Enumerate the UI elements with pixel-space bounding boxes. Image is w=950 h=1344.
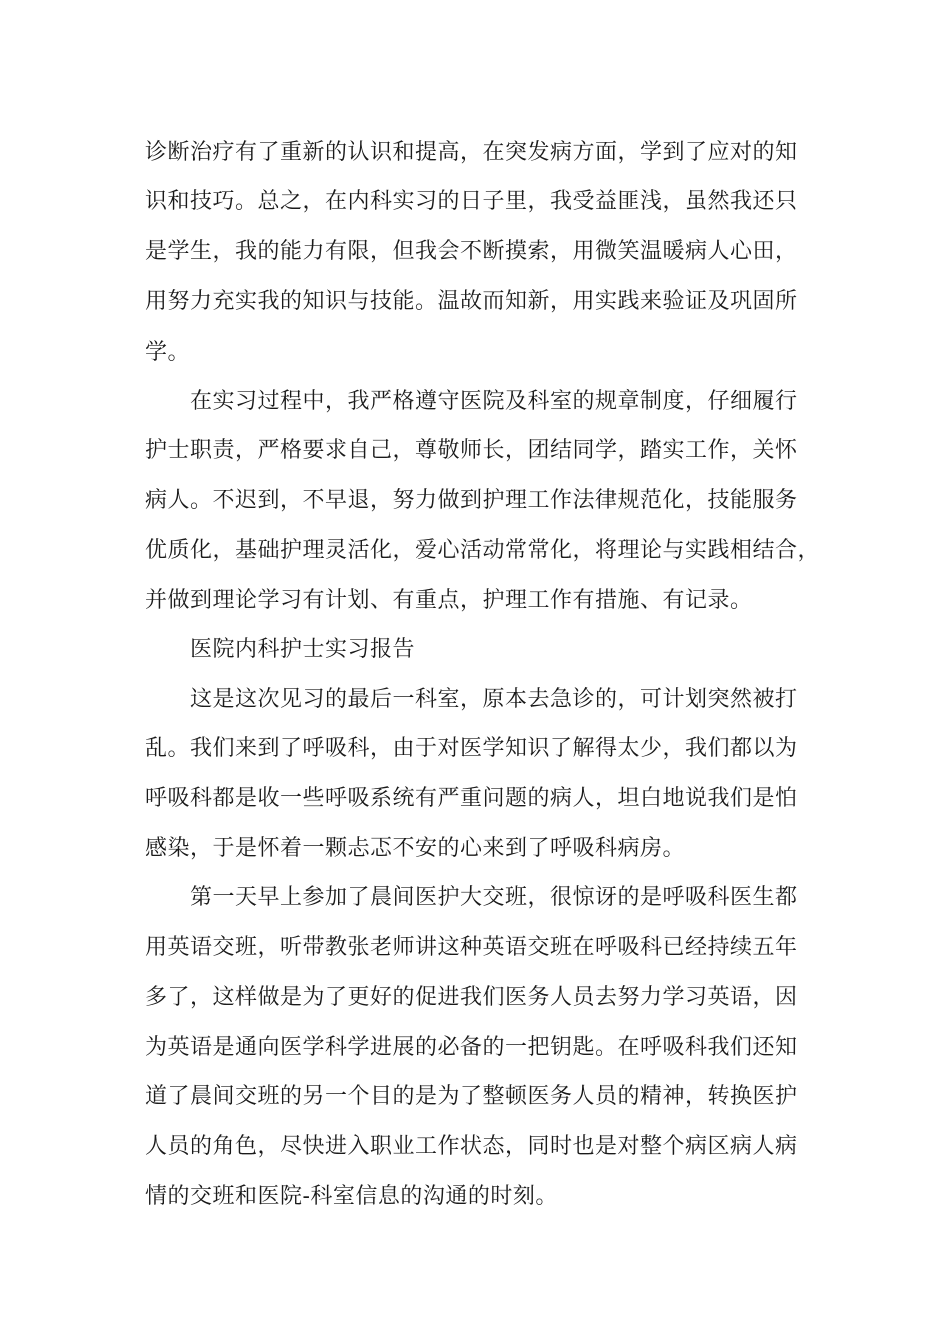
text-line: 病人。不迟到，不早退，努力做到护理工作法律规范化，技能服务 <box>145 488 798 513</box>
text-line: 为英语是通向医学科学进展的必备的一把钥匙。在呼吸科我们还知 <box>145 1035 798 1060</box>
text-line: 是学生，我的能力有限，但我会不断摸索，用微笑温暖病人心田， <box>145 239 798 264</box>
text-line: 呼吸科都是收一些呼吸系统有严重问题的病人，坦白地说我们是怕 <box>145 786 798 811</box>
text-line: 用英语交班，听带教张老师讲这种英语交班在呼吸科已经持续五年 <box>145 935 798 960</box>
text-line: 乱。我们来到了呼吸科，由于对医学知识了解得太少，我们都以为 <box>145 736 798 761</box>
text-line: 护士职责，严格要求自己，尊敬师长，团结同学，踏实工作，关怀 <box>145 438 798 463</box>
paragraph-first-line: 这是这次见习的最后一科室，原本去急诊的，可计划突然被打 <box>190 687 798 712</box>
section-heading: 医院内科护士实习报告 <box>190 637 416 662</box>
text-line: 情的交班和医院-科室信息的沟通的时刻。 <box>145 1184 558 1209</box>
text-line: 诊断治疗有了重新的认识和提高，在突发病方面，学到了应对的知 <box>145 140 798 165</box>
text-line: 用努力充实我的知识与技能。温故而知新，用实践来验证及巩固所 <box>145 289 798 314</box>
paragraph-first-line: 第一天早上参加了晨间医护大交班，很惊讶的是呼吸科医生都 <box>190 885 798 910</box>
text-line: 人员的角色，尽快进入职业工作状态，同时也是对整个病区病人病 <box>145 1134 798 1159</box>
paragraph-first-line: 在实习过程中，我严格遵守医院及科室的规章制度，仔细履行 <box>190 389 798 414</box>
text-line: 多了，这样做是为了更好的促进我们医务人员去努力学习英语，因 <box>145 985 798 1010</box>
text-line: 并做到理论学习有计划、有重点，护理工作有措施、有记录。 <box>145 588 753 613</box>
text-line: 优质化，基础护理灵活化，爱心活动常常化，将理论与实践相结合， <box>145 538 821 563</box>
text-line: 感染，于是怀着一颗忐忑不安的心来到了呼吸科病房。 <box>145 836 686 861</box>
text-line: 识和技巧。总之，在内科实习的日子里，我受益匪浅，虽然我还只 <box>145 189 798 214</box>
text-line: 道了晨间交班的另一个目的是为了整顿医务人员的精神，转换医护 <box>145 1084 798 1109</box>
text-line: 学。 <box>145 340 191 365</box>
